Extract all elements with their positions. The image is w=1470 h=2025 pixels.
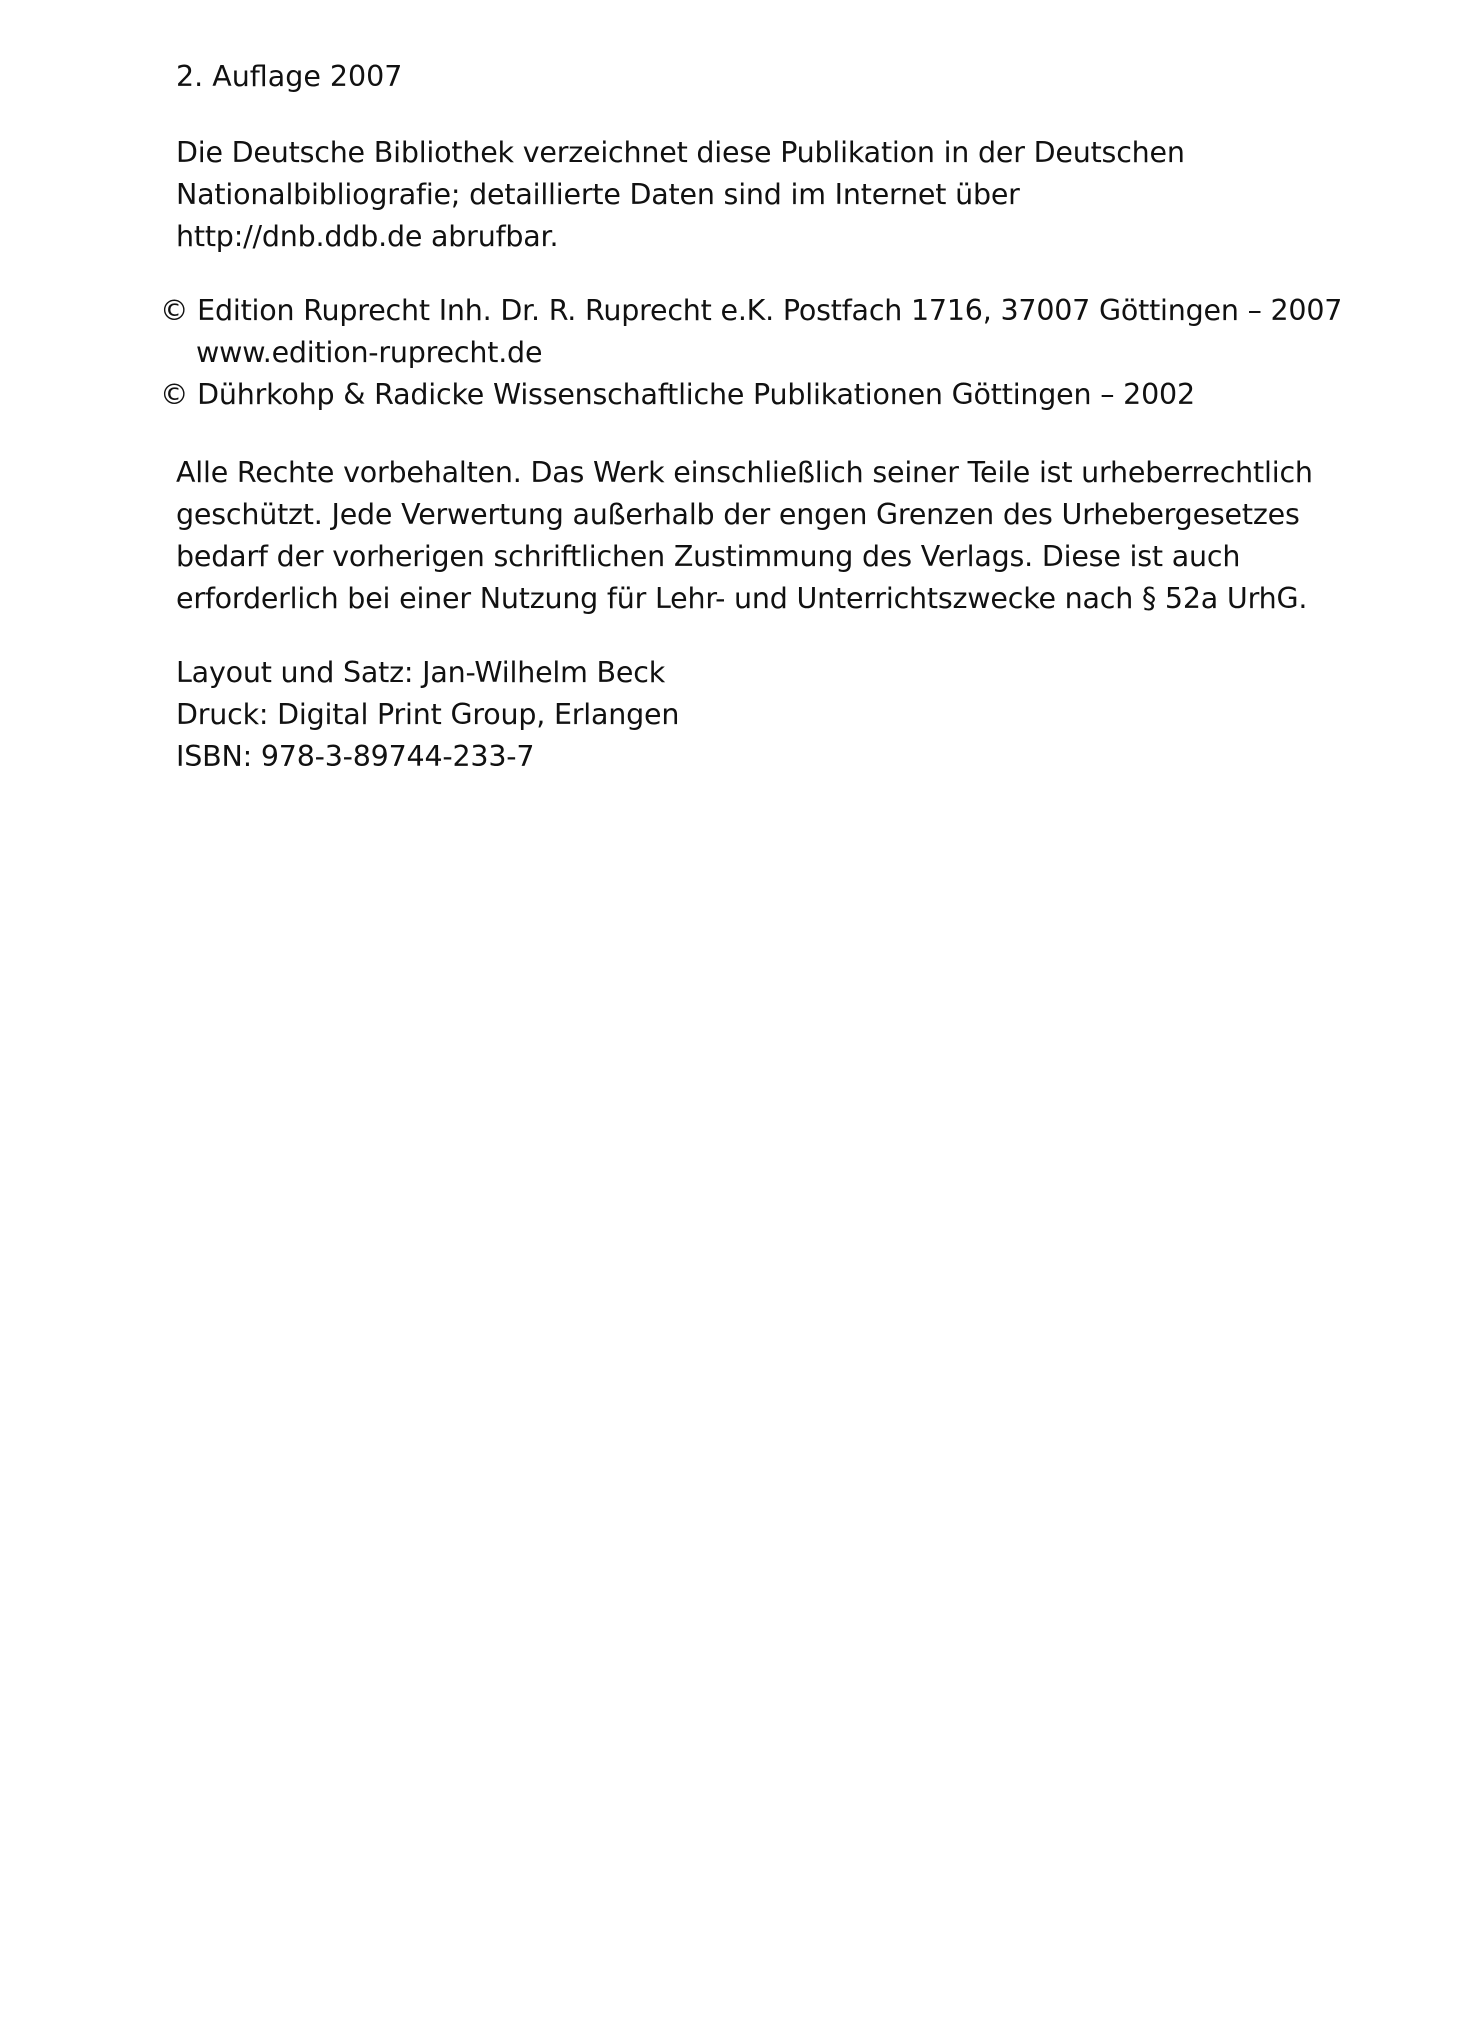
- dnb-line-1: Die Deutsche Bibliothek verzeichnet diese Publikation in der Deutschen: [176, 136, 1185, 169]
- copyright-duehrkohp-radicke: © Dührkohp & Radicke Wissenschaftliche Publikationen Göttingen – 2002: [160, 378, 1195, 411]
- copyright-block: [160, 290, 1342, 416]
- dnb-line-2: Nationalbibliografie; detaillierte Daten sind im Internet über: [176, 178, 1020, 211]
- credits-block: [176, 652, 679, 778]
- dnb-notice: [176, 132, 1185, 258]
- rights-line-2: geschützt. Jede Verwertung außerhalb der engen Grenzen des Urhebergesetzes: [176, 498, 1300, 531]
- rights-line-1: Alle Rechte vorbehalten. Das Werk einschließlich seiner Teile ist urheberrechtlich: [176, 456, 1313, 489]
- isbn: ISBN: 978-3-89744-233-7: [176, 740, 535, 773]
- print-credit: Druck: Digital Print Group, Erlangen: [176, 698, 680, 731]
- copyright-edition-ruprecht: © Edition Ruprecht Inh. Dr. R. Ruprecht e.K. Postfach 1716, 37007 Göttingen – 2007: [160, 294, 1343, 327]
- dnb-line-3: http://dnb.ddb.de abrufbar.: [176, 220, 559, 253]
- rights-line-4: erforderlich bei einer Nutzung für Lehr- und Unterrichtszwecke nach § 52a UrhG.: [176, 582, 1308, 615]
- rights-notice: [176, 452, 1313, 620]
- edition-line: 2. Auflage 2007: [176, 60, 403, 93]
- layout-credit: Layout und Satz: Jan-Wilhelm Beck: [176, 656, 666, 689]
- rights-line-3: bedarf der vorherigen schriftlichen Zustimmung des Verlags. Diese ist auch: [176, 540, 1241, 573]
- publisher-website: www.edition-ruprecht.de: [196, 336, 543, 369]
